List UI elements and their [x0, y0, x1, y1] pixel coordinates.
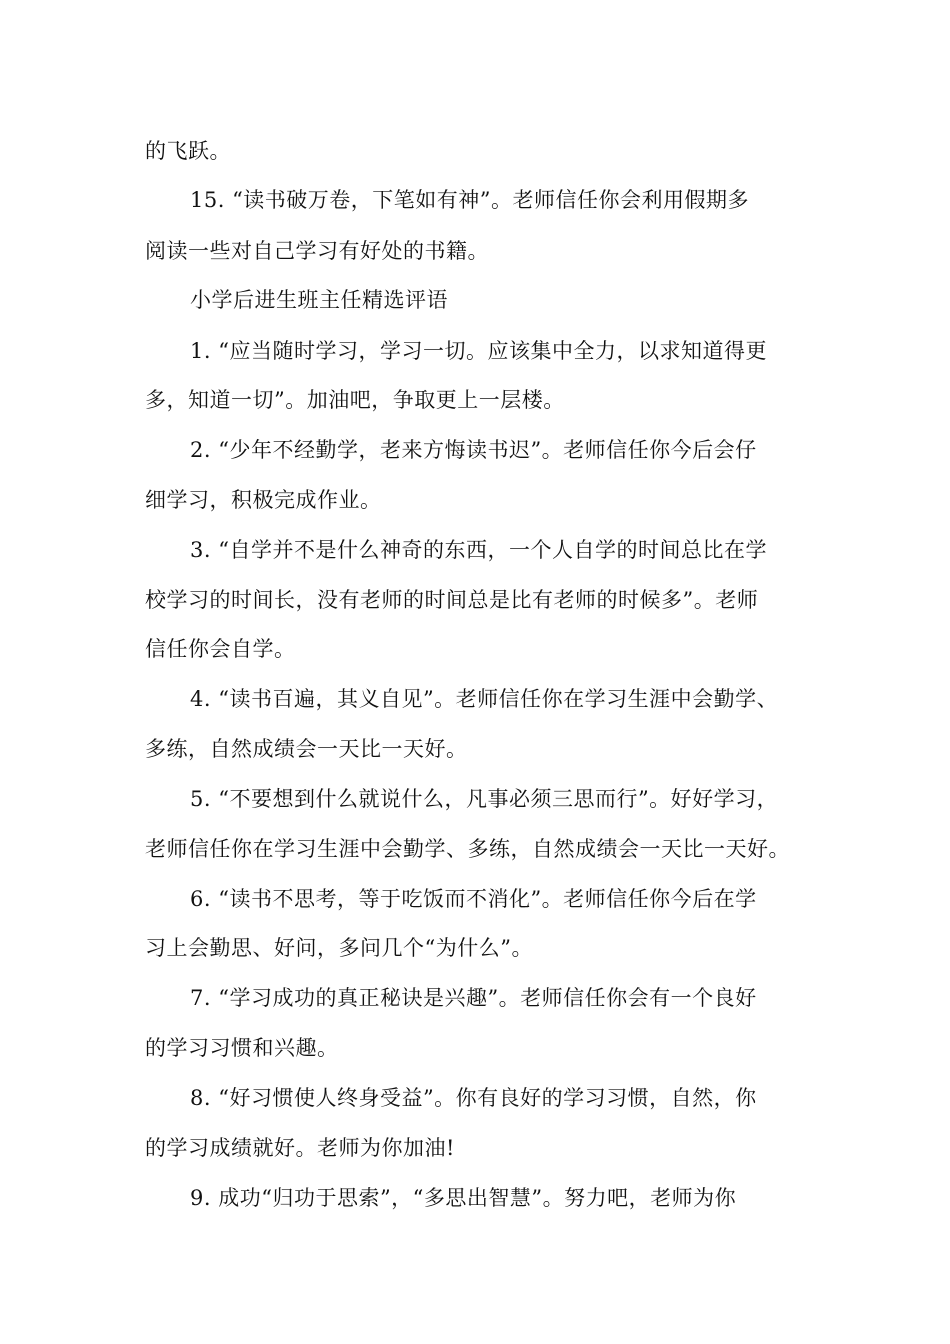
comment-2-line-1: 2. “少年不经勤学，老来方悔读书迟”。老师信任你今后会仔 — [190, 438, 757, 462]
comment-9-line-1: 9. 成功“归功于思索”，“多思出智慧”。努力吧，老师为你 — [190, 1186, 737, 1210]
comment-6-line-2: 习上会勤思、好问，多问几个“为什么”。 — [145, 936, 533, 960]
comment-8-line-1: 8. “好习惯使人终身受益”。你有良好的学习习惯，自然，你 — [190, 1086, 757, 1110]
comment-15-line-2: 阅读一些对自己学习有好处的书籍。 — [145, 239, 489, 263]
comment-3-line-2: 校学习的时间长，没有老师的时间总是比有老师的时候多”。老师 — [145, 588, 759, 612]
comment-2-line-2: 细学习，积极完成作业。 — [145, 488, 382, 512]
comment-7-line-2: 的学习习惯和兴趣。 — [145, 1036, 339, 1060]
comment-8-line-2: 的学习成绩就好。老师为你加油! — [145, 1136, 455, 1160]
comment-15-line-1: 15. “读书破万卷，下笔如有神”。老师信任你会利用假期多 — [190, 188, 750, 212]
comment-4-line-2: 多练，自然成绩会一天比一天好。 — [145, 737, 468, 761]
comment-5-line-1: 5. “不要想到什么就说什么，凡事必须三思而行”。好好学习， — [190, 787, 779, 811]
comment-1-line-2: 多，知道一切”。加油吧，争取更上一层楼。 — [145, 388, 565, 412]
comment-7-line-1: 7. “学习成功的真正秘诀是兴趣”。老师信任你会有一个良好 — [190, 986, 757, 1010]
comment-6-line-1: 6. “读书不思考，等于吃饭而不消化”。老师信任你今后在学 — [190, 887, 757, 911]
comment-3-line-3: 信任你会自学。 — [145, 637, 296, 661]
comment-3-line-1: 3. “自学并不是什么神奇的东西，一个人自学的时间总比在学 — [190, 538, 767, 562]
comment-5-line-2: 老师信任你在学习生涯中会勤学、多练，自然成绩会一天比一天好。 — [145, 837, 790, 861]
comment-1-line-1: 1. “应当随时学习，学习一切。应该集中全力，以求知道得更 — [190, 339, 767, 363]
comment-4-line-1: 4. “读书百遍，其义自见”。老师信任你在学习生涯中会勤学、 — [190, 687, 779, 711]
text-line: 的飞跃。 — [145, 139, 231, 163]
section-heading: 小学后进生班主任精选评语 — [190, 288, 448, 312]
